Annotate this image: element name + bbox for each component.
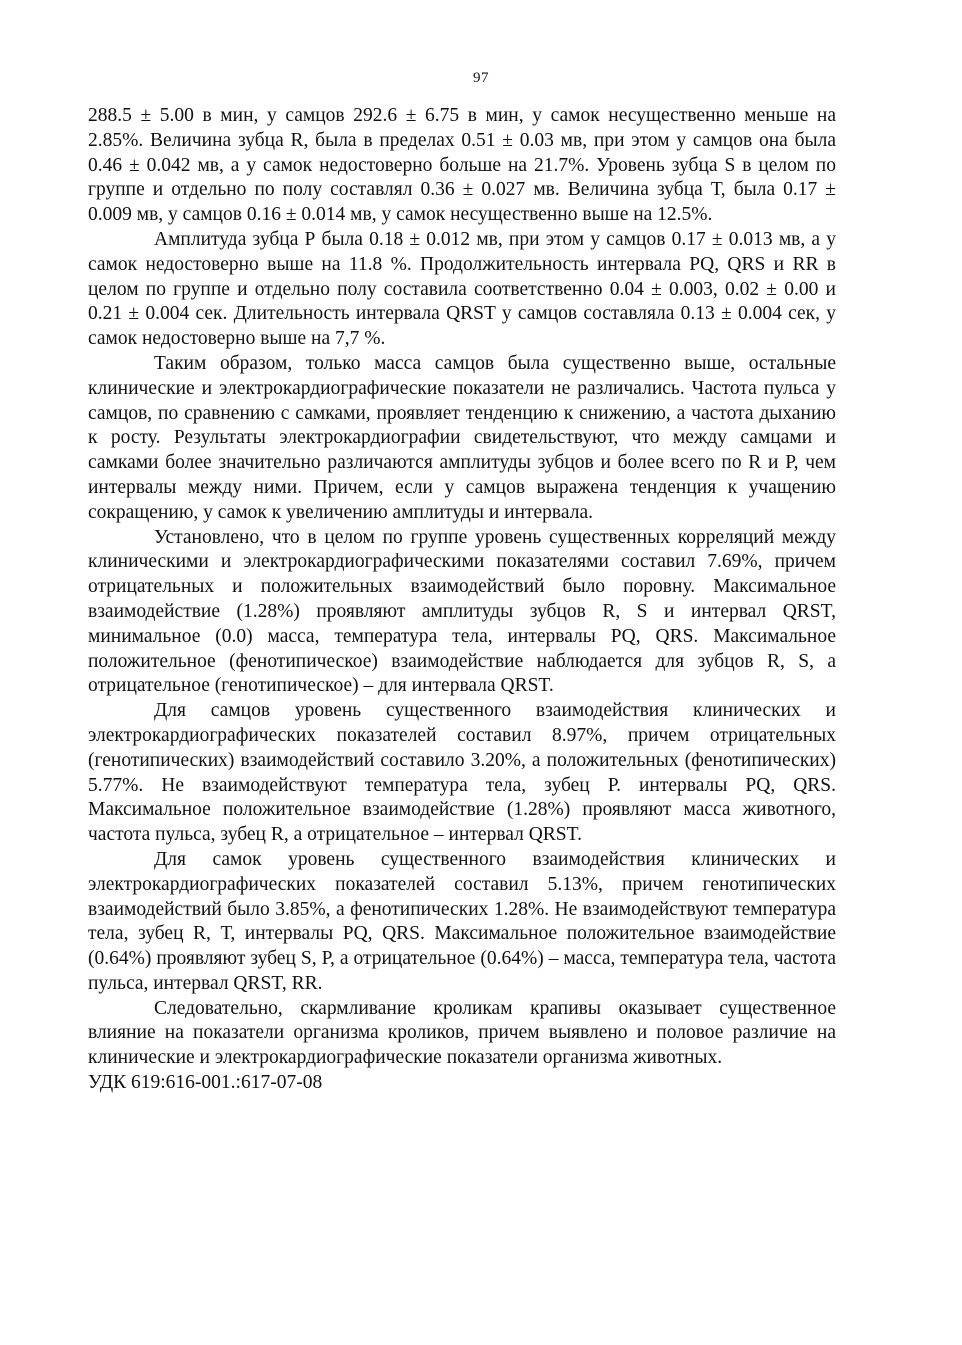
body-text [88,104,836,1096]
udk-code: УДК 619:616-001.:617-07-08 [88,1072,323,1094]
paragraph-4: Установлено, что в целом по группе уровень существенных корреляций между клиническими и электрокардиографическими показателями составил 7.69%, причем отрицательных и положительных взаимодействий было поровну. Максимальное взаимодействие (1.28%) проявляют амплитуды зубцов R, S и интервал QRST, минимальное (0.0) масса, температура тела, интервалы PQ, QRS. Максимальное положительное (фенотипическое) взаимодействие наблюдается для зубцов R, S, а отрицательное (генотипическое) – для интервала QRST. [88,526,836,697]
paragraph-1: 288.5 ± 5.00 в мин, у самцов 292.6 ± 6.75 в мин, у самок несущественно меньше на 2.85%. Величина зубца R, была в пределах 0.51 ± 0.03 мв, при этом у самцов она была 0.46 ± 0.042 мв, а у самок недостоверно больше на 21.7%. Уровень зубца S в целом по группе и отдельно по полу составлял 0.36 ± 0.027 мв. Величина зубца Т, была 0.17 ± 0.009 мв, у самцов 0.16 ± 0.014 мв, у самок несущественно выше на 12.5%. [88,105,836,226]
paragraph-6: Для самок уровень существенного взаимодействия клинических и электрокардиографических показателей составил 5.13%, причем генотипических взаимодействий было 3.85%, а фенотипических 1.28%. Не взаимодействуют температура тела, зубец R, Т, интервалы PQ, QRS. Максимальное положительное взаимодействие (0.64%) проявляют зубец S, Р, а отрицательное (0.64%) – масса, температура тела, частота пульса, интервал QRST, RR. [88,848,836,994]
paragraph-7: Следовательно, скармливание кроликам крапивы оказывает существенное влияние на показатели организма кроликов, причем выявлено и половое различие на клинические и электрокардиографические показатели организма животных. [88,997,836,1069]
page-number: 97 [473,70,489,86]
paragraph-3: Таким образом, только масса самцов была существенно выше, остальные клинические и электрокардиографические показатели не различались. Частота пульса у самцов, по сравнению с самками, проявляет тенденцию к снижению, а частота дыханию к росту. Результаты электрокардиографии свидетельствуют, что между самцами и самками более значительно различаются амплитуды зубцов и более всего по R и Р, чем интервалы между ними. Причем, если у самцов выражена тенденция к учащению сокращению, у самок к увеличению амплитуды и интервала. [88,352,836,523]
paragraph-5: Для самцов уровень существенного взаимодействия клинических и электрокардиографических показателей составил 8.97%, причем отрицательных (генотипических) взаимодействий составило 3.20%, а положительных (фенотипических) 5.77%. Не взаимодействуют температура тела, зубец Р. интервалы PQ, QRS. Максимальное положительное взаимодействие (1.28%) проявляют масса животного, частота пульса, зубец R, а отрицательное – интервал QRST. [88,700,836,846]
paragraph-2: Амплитуда зубца Р была 0.18 ± 0.012 мв, при этом у самцов 0.17 ± 0.013 мв, а у самок недостоверно выше на 11.8 %. Продолжительность интервала PQ, QRS и RR в целом по группе и отдельно полу составила соответственно 0.04 ± 0.003, 0.02 ± 0.00 и 0.21 ± 0.004 сек. Длительность интервала QRST у самцов составляла 0.13 ± 0.004 сек, у самок недостоверно выше на 7,7 %. [88,228,836,350]
